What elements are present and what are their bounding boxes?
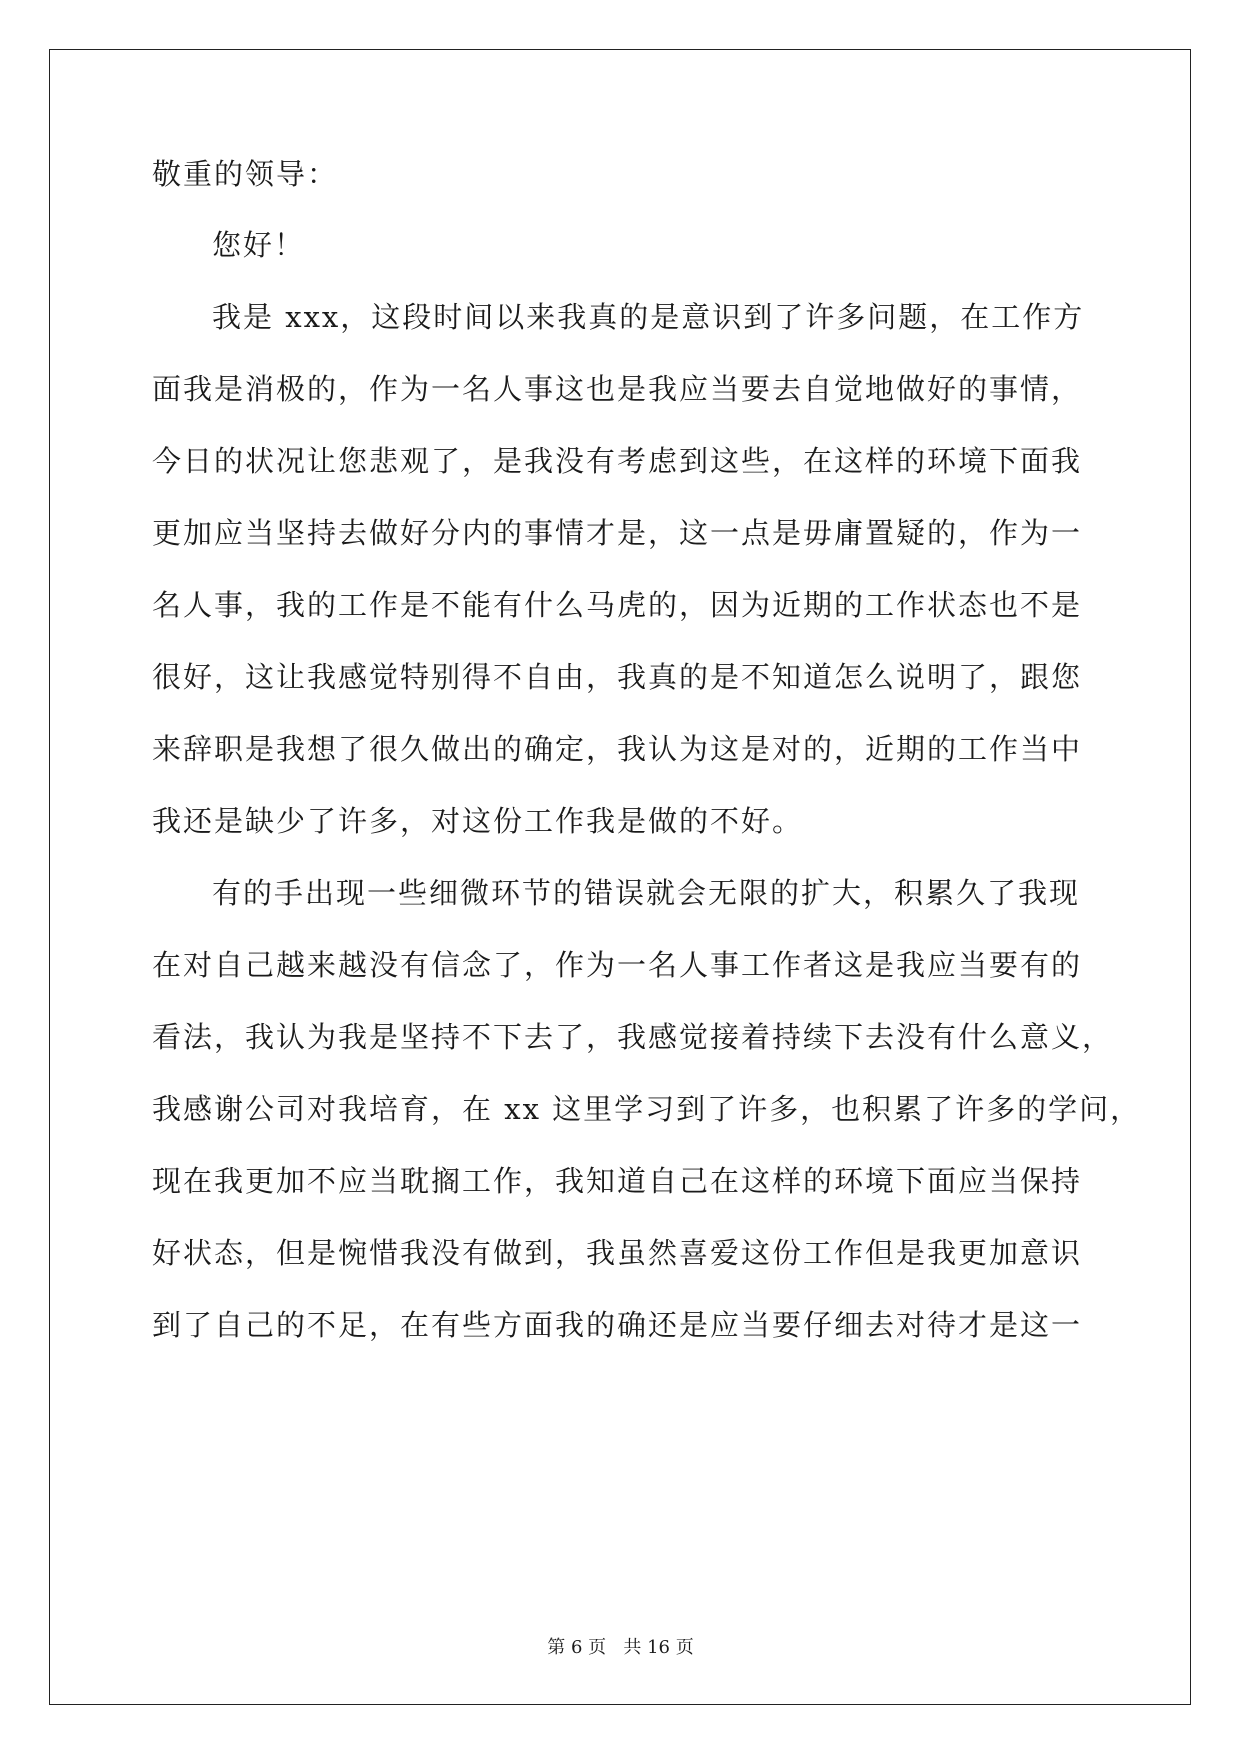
greeting: 您好！ — [212, 228, 306, 262]
paragraph-2-line-4: 我感谢公司对我培育，在 xx 这里学习到了许多，也积累了许多的学问， — [152, 1092, 1142, 1126]
page-number-footer: 第 6 页 共 16 页 — [547, 1637, 694, 1658]
paragraph-1-line-8: 我还是缺少了许多，对这份工作我是做的不好。 — [152, 804, 804, 838]
salutation: 敬重的领导： — [152, 157, 339, 191]
paragraph-1-line-4: 更加应当坚持去做好分内的事情才是，这一点是毋庸置疑的，作为一 — [152, 516, 1083, 550]
paragraph-1-line-2: 面我是消极的，作为一名人事这也是我应当要去自觉地做好的事情， — [152, 372, 1083, 406]
paragraph-2-line-1: 有的手出现一些细微环节的错误就会无限的扩大，积累久了我现 — [212, 876, 1081, 910]
paragraph-2-line-2: 在对自己越来越没有信念了，作为一名人事工作者这是我应当要有的 — [152, 948, 1083, 982]
paragraph-1-line-6: 很好，这让我感觉特别得不自由，我真的是不知道怎么说明了，跟您 — [152, 660, 1083, 694]
paragraph-1-line-5: 名人事，我的工作是不能有什么马虎的，因为近期的工作状态也不是 — [152, 588, 1083, 622]
paragraph-1-line-7: 来辞职是我想了很久做出的确定，我认为这是对的，近期的工作当中 — [152, 732, 1083, 766]
paragraph-1-line-3: 今日的状况让您悲观了，是我没有考虑到这些，在这样的环境下面我 — [152, 444, 1083, 478]
paragraph-2-line-7: 到了自己的不足，在有些方面我的确还是应当要仔细去对待才是这一 — [152, 1308, 1083, 1342]
paragraph-2-line-6: 好状态，但是惋惜我没有做到，我虽然喜爱这份工作但是我更加意识 — [152, 1236, 1083, 1270]
paragraph-2-line-5: 现在我更加不应当耽搁工作，我知道自己在这样的环境下面应当保持 — [152, 1164, 1083, 1198]
paragraph-1-line-1: 我是 xxx，这段时间以来我真的是意识到了许多问题，在工作方 — [212, 300, 1085, 334]
paragraph-2-line-3: 看法，我认为我是坚持不下去了，我感觉接着持续下去没有什么意义， — [152, 1020, 1114, 1054]
